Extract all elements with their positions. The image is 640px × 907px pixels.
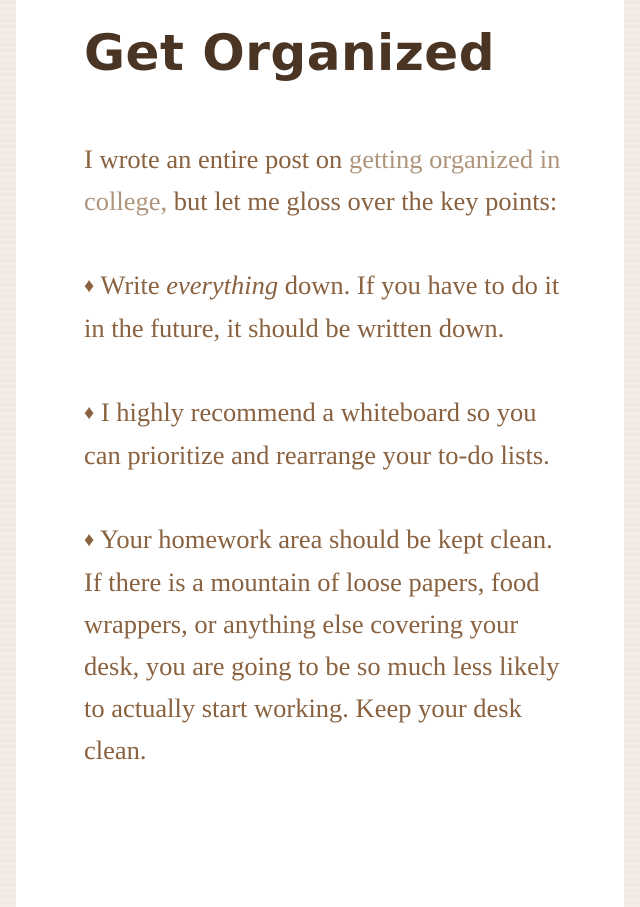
tip-3-text: Your homework area should be kept clean. If there is a mountain of loose papers, food wrappers, or anything else covering your desk, you are going to be so much less likely to actually start working. Keep your desk clean. xyxy=(84,524,560,765)
intro-text-before: I wrote an entire post on xyxy=(84,144,349,174)
tip-paragraph-2 xyxy=(84,391,564,476)
tip-1-text-after: down. If you have to do it in the future, it should be written down. xyxy=(84,270,560,343)
intro-text-after: but let me gloss over the key points: xyxy=(167,186,558,216)
article-card xyxy=(16,0,624,907)
page-edge-left xyxy=(0,0,16,907)
tip-1-text-before: Write xyxy=(94,270,167,300)
article-title: Get Organized xyxy=(84,24,495,82)
diamond-bullet-icon: ♦ xyxy=(84,402,95,424)
tip-1-emphasis: everything xyxy=(166,270,279,300)
tip-2-text: I highly recommend a whiteboard so you can prioritize and rearrange your to-do lists. xyxy=(84,397,550,470)
getting-organized-link[interactable]: getting organized in college, xyxy=(84,144,561,216)
page-edge-right xyxy=(624,0,640,907)
article-body xyxy=(84,138,564,813)
tip-paragraph-1 xyxy=(84,264,564,349)
tip-paragraph-3 xyxy=(84,518,564,771)
intro-paragraph xyxy=(84,138,564,222)
diamond-bullet-icon: ♦ xyxy=(84,275,95,297)
diamond-bullet-icon: ♦ xyxy=(84,529,95,551)
